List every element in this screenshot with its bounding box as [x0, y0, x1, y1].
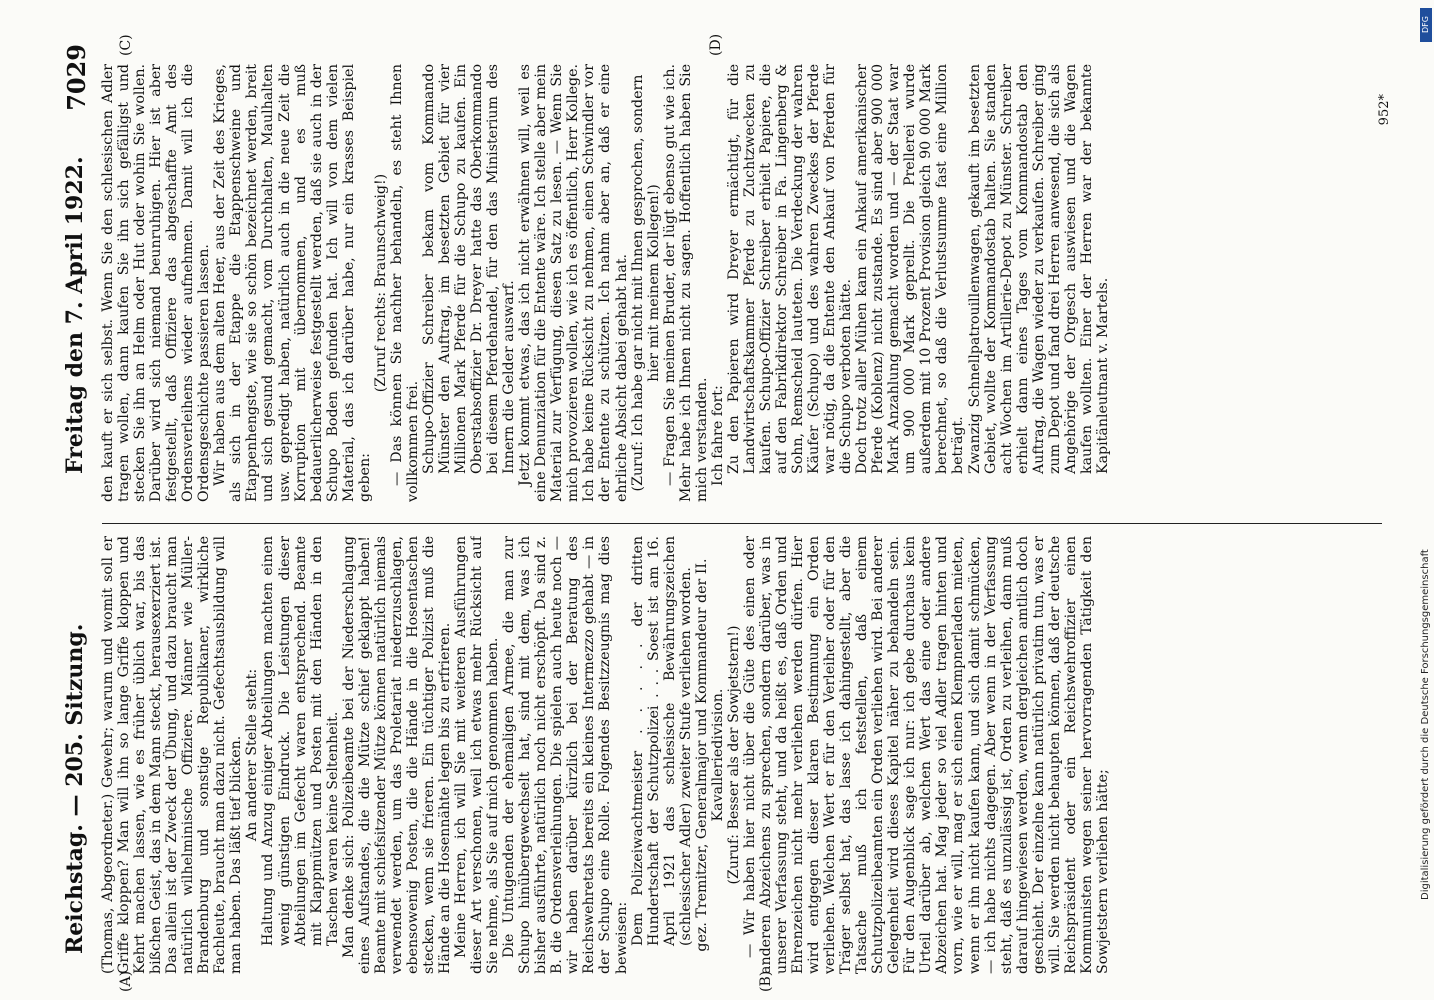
paragraph: — Das können Sie nachher behandeln, es steht Ihnen vollkommen frei.	[388, 64, 421, 502]
paragraph: Ich fahre fort:	[709, 385, 726, 486]
paragraph: Meine Herren, ich will Sie mit weiteren Ausführungen dieser Art verschonen, weil ich etwas mehr Rücksicht auf Sie nehme, als Sie auf mich genommen haben.	[453, 536, 502, 974]
interjection: (Zuruf rechts: Braunschweig!)	[372, 173, 389, 393]
signature-line: gez. Tremitzer, Generalmajor und Kommandeur der II. Kavalleriedivision.	[693, 558, 726, 952]
sidebar-credit: Digitalisierung gefördert durch die Deutsche Forschungsgemeinschaft	[1420, 549, 1431, 900]
page-number: 7029	[62, 44, 91, 111]
header-session: Reichstag. — 205. Sitzung.	[62, 623, 88, 954]
quote-paragraph: Dem Polizeiwachtmeister . . . . . der dritten Hundertschaft der Schutzpolizei . . . Soest ist am 16. April 1921 das schlesische Bewährungszeichen (schlesischer Adler) zweiter Stufe verliehen worden.	[629, 536, 694, 946]
quote-paragraph: Doch trotz aller Mühen kam ein Ankauf amerikanischer Pferde (Koblenz) nicht zustande. Es sind aber 900 000 Mark Anzahlung gemacht worden und — der Staat war um 900 000 Mark geprellt. Die Prellerei wurde außerdem mit 10 Prozent Provision gleich 90 000 Mark berechnet, so daß die Verlustsumme fast eine Million beträgt.	[854, 64, 967, 474]
quote-paragraph: Schupo-Offizier Schreiber bekam vom Kommando Münster den Auftrag, im besetzten Gebiet für vier Millionen Mark Pferde für die Schupo zu kaufen. Ein Oberstabsoffizier Dr. Dreyer hatte das Oberkommando bei diesem Pferdehandel, für den das Ministerium des Innern die Gelder auswarf.	[420, 64, 518, 474]
margin-marker-b: (B)	[758, 970, 774, 992]
paragraph: — Wir haben hier nicht über die Güte des einen oder anderen Abzeichens zu sprechen, sondern darüber, was in unserer Verfassung steht, und da heißt es, daß Orden und Ehrenzeichen nicht mehr verliehen werden dürfen. Hier wird entgegen dieser klaren Bestimmung ein Orden verliehen. Welchen Wert er für den Verleiher oder für den Träger selbst hat, das lasse ich dahingestellt, aber die Tatsache muß ich feststellen, daß einem Schutzpolizeibeamten ein Orden verliehen wird. Bei anderer Gelegenheit wird dieses Kapitel näher zu behandeln sein. Für den Augenblick sage ich nur: ich gebe durchaus kein Urteil darüber ab, welchen Wert das eine oder andere Abzeichen hat. Mag jeder so viel Adler tragen hinten und vorn, wie er will, mag er sich einen Klempnerladen mieten, wenn er ihn nicht kaufen kann, und sich damit schmücken, — ich habe nichts dagegen. Aber wenn in der Verfassung steht, daß es unzulässig ist, Orden zu verleihen, dann muß darauf hingewiesen werden, wenn dergleichen amtlich doch geschieht. Der einzelne kann natürlich privatim tun, was er will. Sie werden nicht behaupten können, daß der deutsche Reichspräsident oder ein Reichswehroffizier einen Kommunisten wegen seiner hervorragenden Tätigkeit den Sowjetstern verliehen hätte;	[741, 536, 1111, 974]
paragraph: Man denke sich: Polizeibeamte bei der Niederschlagung eines Aufstandes, die die Mütze schief geklappt haben! Beamte mit schiefsitzender Mütze können natürlich niemals verwendet werden, um das Proletariat niederzuschlagen, ebensowenig Posten, die die Hände in die Hosentaschen stecken, wenn sie frieren. Ein tüchtiger Polizist muß die Hände an die Hosennähte legen bis zu erfrieren.	[340, 536, 453, 974]
paragraph: Die Untugenden der ehemaligen Armee, die man zur Schupo hinübergewechselt hat, sind mit dem, was ich bisher ausführte, natürlich noch nicht erschöpft. Da sind z. B. die Ordensverleihungen. Die spielen auch heute noch — wir haben darüber kürzlich bei der Beratung des Reichswehretats bereits ein kleines Intermezzo gehabt — in der Schupo eine Rolle. Folgendes Besitzzeugnis mag dies beweisen:	[501, 536, 630, 974]
footer-note: 952*	[1377, 94, 1392, 126]
paragraph: An anderer Stelle steht:	[244, 668, 261, 842]
quote-paragraph: Zu den Papieren wird Dreyer ermächtigt, für die Landwirtschaftskammer Pferde zu Zuchtzwecken zu kaufen. Schupo-Offizier Schreiber erhielt Papiere, die auf den Fabrikdirektor Schreiber in Fa. Lingenberg & Sohn, Remscheid lauteten. Die Verdeckung der wahren Käufer (Schupo) und des wahren Zweckes der Pferde war nötig, da die Entente den Ankauf von Pferden für die Schupo verboten hätte.	[725, 64, 855, 474]
dfg-logo-icon: DFG	[1420, 8, 1432, 42]
margin-marker-d: (D)	[708, 33, 724, 56]
quote-paragraph: Zwanzig Schnellpatrouillenwagen, gekauft im besetzten Gebiet, wollte der Kommandostab halten. Sie standen acht Wochen im Artillerie-Depot zu Münster. Schreiber erhielt dann eines Tages vom Kommandostab den Auftrag, die Wagen wieder zu verkaufen. Schreiber ging zum Depot und fand drei Herren anwesend, die sich als Angehörige der Orgesch auswiesen und die Wagen kaufen wollten. Einer der Herren war der bekannte Kapitänleutnant v. Martels.	[966, 64, 1111, 474]
paragraph: — Fragen Sie meinen Bruder, der lügt ebenso gut wie ich. Mehr habe ich Ihnen nicht zu sagen. Hoffentlich haben Sie mich verstanden.	[661, 64, 710, 502]
margin-marker-a: (A)	[118, 970, 134, 992]
paragraph: (Thomas, Abgeordneter.) Gewehr; warum und womit soll er Griffe kloppen? Man will ihn so lange Griffe kloppen und Kehrt machen lassen, wie es früher üblich war, bis das bißchen Geist, das in dem Mann steckt, herausexerziert ist. Das allein ist der Zweck der Übung, und dazu braucht man natürlich wilhelminische Offiziere. Männer wie Müller-Brandenburg und sonstige Republikaner, wirkliche Fachleute, braucht man dazu nicht. Gefechtsausbildung will man haben. Das läßt tief blicken.	[100, 536, 245, 974]
interjection: (Zuruf: Besser als der Sowjetstern!)	[725, 625, 742, 885]
column-divider	[102, 523, 1382, 524]
header-date: Freitag den 7. April 1922.	[62, 156, 88, 474]
page-header	[58, 34, 94, 994]
left-column	[100, 536, 1390, 974]
margin-marker-c: (C)	[118, 34, 134, 56]
interjection: (Zuruf: Ich habe gar nicht mit Ihnen gesprochen, sondern hier mit meinem Kollegen!)	[629, 74, 662, 492]
paragraph: Wir haben aus dem alten Heer, aus der Zeit des Krieges, als sich in der Etappe die Etappenschweine und Etappenhengste, wie sie so schön bezeichnet werden, breit und sich gesund gemacht, vom Durchhalten, Maulhalten usw. gepredigt haben, natürlich auch in die neue Zeit die Korruption mit übernommen, und es muß bedauerlicherweise festgestellt werden, daß sie auch in der Schupo Boden gefunden hat. Ich will von dem vielen Material, das ich darüber habe, nur ein krasses Beispiel geben:	[212, 64, 373, 502]
digitization-sidebar	[1418, 0, 1434, 1000]
paragraph: den kauft er sich selbst. Wenn Sie den schlesischen Adler tragen wollen, dann kaufen Sie ihn sich gefälligst und stecken Sie ihn an Helm oder Hut oder wohin Sie wollen. Darüber wird sich niemand beunruhigen. Hier ist aber festgestellt, daß Offiziere das abgeschaffte Amt des Ordensverleihens wieder aufnehmen. Damit will ich die Ordensgeschichte passieren lassen.	[100, 64, 213, 502]
paragraph: Jetzt kommt etwas, das ich nicht erwähnen will, weil es eine Denunziation für die Entente wäre. Ich stelle aber mein Material zur Verfügung, diesen Satz zu lesen. — Wenn Sie mich provozieren wollen, wie ich es öffentlich, Herr Kollege. Ich habe keine Rücksicht zu nehmen, einen Schwindler vor der Entente zu schützen. Ich nahm aber an, daß er eine ehrliche Absicht dabei gehabt hat.	[517, 64, 630, 502]
right-column	[100, 64, 1390, 502]
quote-paragraph: Haltung und Anzug einiger Abteilungen machten einen wenig günstigen Eindruck. Die Leistungen dieser Abteilungen im Gefecht waren entsprechend. Beamte mit Klappmützen und Posten mit den Händen in den Taschen waren keine Seltenheit.	[260, 536, 341, 946]
rotated-page-content	[58, 34, 1398, 994]
